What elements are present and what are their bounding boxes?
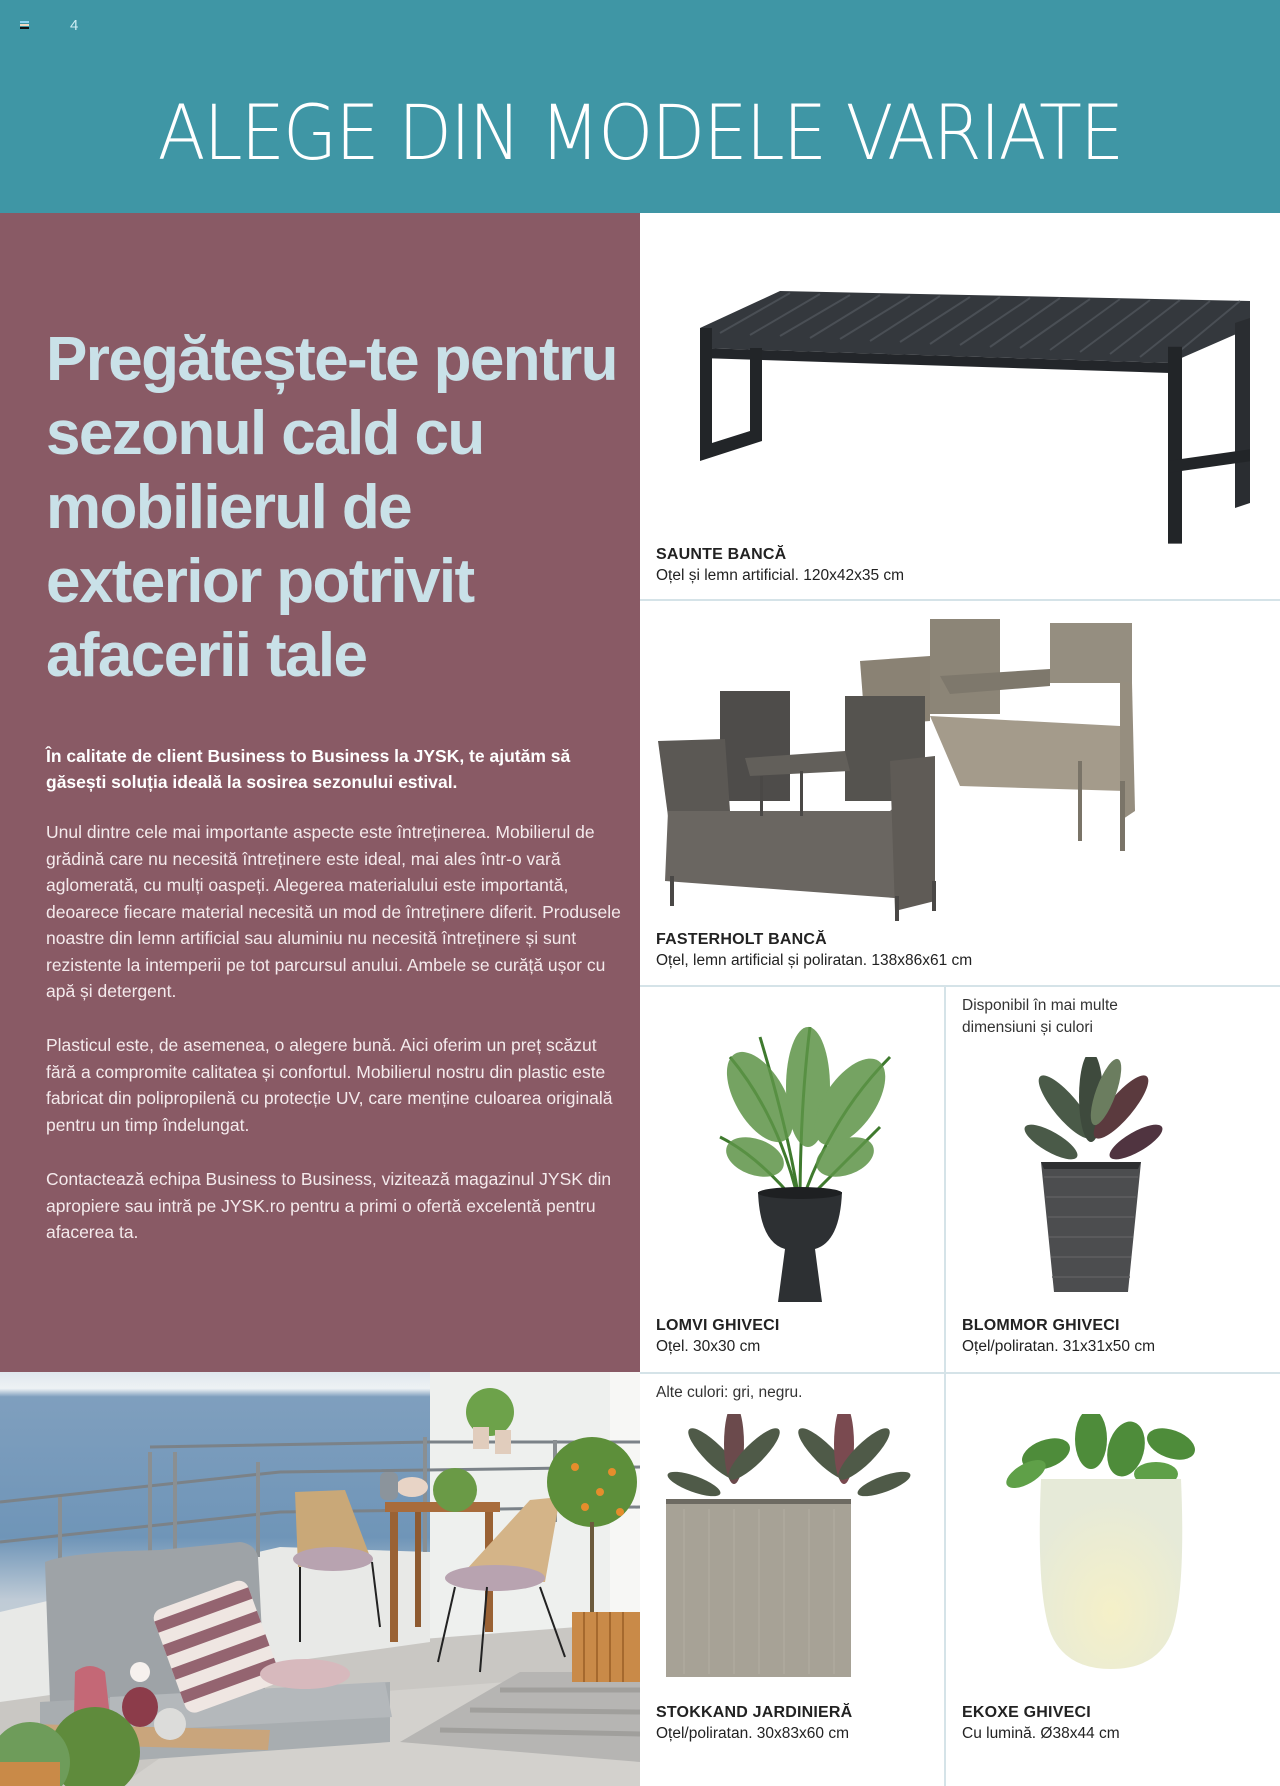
product-description: Oțel/poliratan. 30x83x60 cm xyxy=(656,1725,849,1742)
product-note: Disponibil în mai multe dimensiuni și culori xyxy=(962,997,1118,1036)
intro-text: În calitate de client Business to Business la JYSK, te ajutăm să găsești soluția ideală la sosirea sezonului estival. xyxy=(46,746,571,792)
planter-box-image xyxy=(654,1414,934,1684)
page-number: 4 xyxy=(70,17,79,34)
product-description: Oțel, lemn artificial și poliratan. 138x86x61 cm xyxy=(656,952,973,969)
paragraph-maintenance: Unul dintre cele mai importante aspecte este întreținerea. Mobilierul de grădină care nu necesită întreținere este ideal, mai ales într-o vară aglomerată, cu mulți oaspeți. Alegerea materialului este importantă, deoarece fiecare material necesită un mod de întreținere diferit. Produsele noastre din lemn artificial sau aluminiu nu necesită întreținere și sunt rezistente la intemperii pe tot parcursul anului. Ambele se curăță ușor cu apă și detergent. xyxy=(46,822,621,1001)
product-description: Oțel/poliratan. 31x31x50 cm xyxy=(962,1338,1155,1355)
plant-pot-image xyxy=(700,1017,900,1307)
page-header xyxy=(0,0,1280,213)
product-card-fasterholt[interactable] xyxy=(640,601,1280,985)
light-pot-image xyxy=(986,1414,1236,1684)
product-description: Oțel. 30x30 cm xyxy=(656,1338,761,1355)
intro-panel xyxy=(0,213,640,1372)
paragraph-plastic: Plasticul este, de asemenea, o alegere bună. Aici oferim un preț scăzut fără a compromite calitatea și confortul. Mobilierul nostru din plastic este fabricat din polipropilenă cu protecție UV, care menține culoarea originală pentru un timp îndelungat. xyxy=(46,1035,613,1135)
product-description: Cu lumină. Ø38x44 cm xyxy=(962,1725,1120,1742)
product-name: STOKKAND JARDINIERĂ xyxy=(656,1704,853,1721)
wicker-bench-image xyxy=(650,611,1270,921)
paragraph-contact: Contactează echipa Business to Business, vizitează magazinul JYSK din apropiere sau intră pe JYSK.ro pentru a primi o ofertă excelentă pentru afacerea ta. xyxy=(46,1169,612,1242)
product-note: Alte culori: gri, negru. xyxy=(656,1384,803,1401)
bench-image xyxy=(690,273,1250,553)
product-grid xyxy=(640,213,1280,1786)
product-card-saunte[interactable] xyxy=(640,213,1280,599)
page-title: ALEGE DIN MODELE VARIATE xyxy=(157,88,1123,177)
product-name: LOMVI GHIVECI xyxy=(656,1317,780,1334)
product-card-ekoxe[interactable] xyxy=(946,1374,1280,1786)
product-name: FASTERHOLT BANCĂ xyxy=(656,931,827,948)
product-card-lomvi[interactable] xyxy=(640,987,944,1372)
product-name: BLOMMOR GHIVECI xyxy=(962,1317,1120,1334)
product-description: Oțel și lemn artificial. 120x42x35 cm xyxy=(656,567,905,584)
product-name: SAUNTE BANCĂ xyxy=(656,546,787,563)
planter-image xyxy=(1016,1057,1166,1297)
product-name: EKOXE GHIVECI xyxy=(962,1704,1091,1721)
product-card-stokkand[interactable] xyxy=(640,1374,944,1786)
headline: Pregătește-te pentru sezonul cald cu mobilierul de exterior potrivit afacerii tale xyxy=(46,325,617,690)
product-card-blommor[interactable] xyxy=(946,987,1280,1372)
balcony-lifestyle-photo xyxy=(0,1372,640,1786)
flag-icon xyxy=(20,21,29,28)
